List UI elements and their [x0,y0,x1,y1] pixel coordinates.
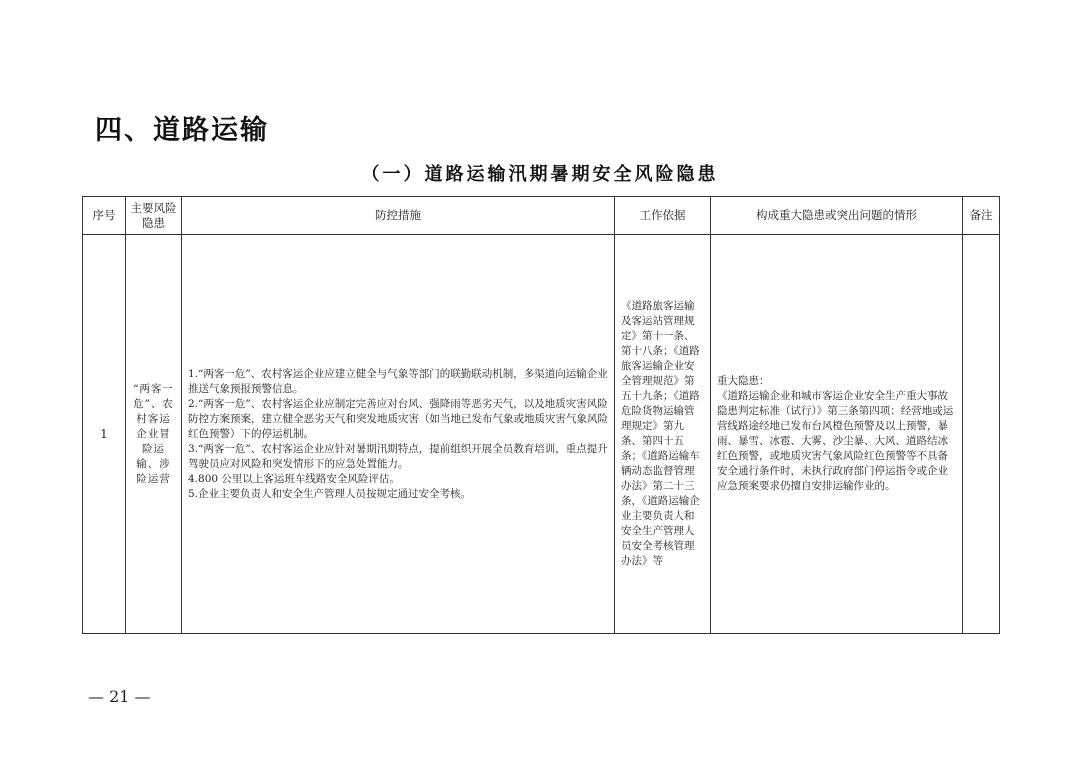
header-risk: 主要风险隐患 [126,197,182,235]
table-title: （一）道路运输汛期暑期安全风险隐患 [361,164,719,185]
measure-item: 3.“两客一危”、农村客运企业应针对暑期汛期特点，提前组织开展全员教育培训，重点提升驾驶员应对风险和突发情形下的应急处置能力。 [188,442,608,470]
cell-major-hazard [711,235,963,634]
cell-remarks [963,235,1000,634]
risk-table [82,196,1000,634]
measure-item: 5.企业主要负责人和安全生产管理人员按规定通过安全考核。 [188,487,472,500]
cell-measures [182,235,615,634]
hazard-heading: 重大隐患： [717,375,770,387]
table-header-row [83,197,1000,235]
header-measures: 防控措施 [182,197,615,235]
header-basis: 工作依据 [615,197,711,235]
section-heading: 四、道路运输 [95,115,269,146]
hazard-text: 《道路运输企业和城市客运企业安全生产重大事故隐患判定标准（试行）》第三条第四项：经营地或运营线路途经地已发布台风橙色预警及以上预警，暴雨、暴雪、冰雹、大雾、沙尘暴、大风、道路结冰红色预警，或地质灾害气象风险红色预警等不具备安全通行条件时，未执行政府部门停运指令或企业应急预案要求仍擅自安排运输作业的。 [717,390,954,492]
measure-item: 1.“两客一危”、农村客运企业应建立健全与气象等部门的联勤联动机制，多渠道向运输企业推送气象预报预警信息。 [188,367,608,395]
cell-basis: 《道路旅客运输及客运站管理规定》第十一条、第十八条；《道路旅客运输企业安全管理规范》第五十九条；《道路危险货物运输管理规定》第九条、第四十五条；《道路运输车辆动态监督管理办法》第二十三条，《道路运输企业主要负责人和安全生产管理人员安全考核管理办法》等 [615,235,711,634]
cell-risk: “两客一危”、农村客运企业冒险运输、涉险运营 [126,235,182,634]
measure-item: 4.800 公里以上客运班车线路安全风险评估。 [188,472,400,485]
page-number: — 21 — [88,687,151,706]
header-no: 序号 [83,197,126,235]
cell-no: 1 [83,235,126,634]
measure-item: 2.“两客一危”、农村客运企业应制定完善应对台风、强降雨等恶劣天气，以及地质灾害风险防控方案预案，建立健全恶劣天气和突发地质灾害（如当地已发布气象或地质灾害气象风险红色预警）下的停运机制。 [188,397,608,440]
header-major-hazard: 构成重大隐患或突出问题的情形 [711,197,963,235]
table-row [83,235,1000,634]
header-remarks: 备注 [963,197,1000,235]
